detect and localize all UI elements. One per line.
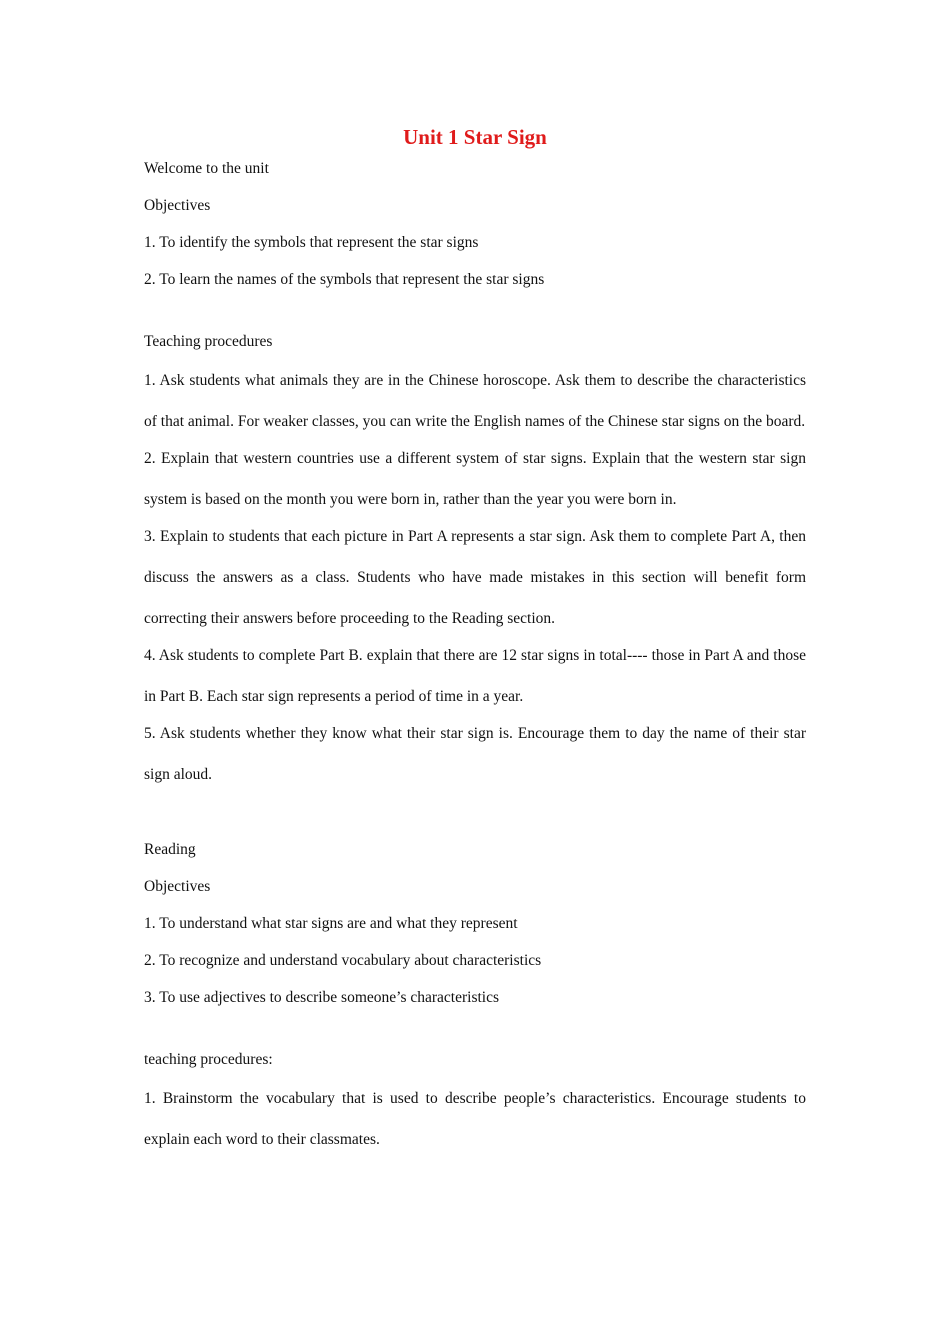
welcome-procedure-1: 1. Ask students what animals they are in the Chinese horoscope. Ask them to describe the characteristics of that animal. For weaker classes, you can write the English names of the Chinese star signs on the board. (144, 372, 806, 430)
reading-objectives-heading: Objectives (144, 878, 211, 895)
welcome-objectives-heading: Objectives (144, 197, 211, 214)
reading-objective-3: 3. To use adjectives to describe someone’s characteristics (144, 989, 500, 1006)
reading-objective-1: 1. To understand what star signs are and what they represent (144, 915, 518, 932)
reading-objective-2: 2. To recognize and understand vocabulary about characteristics (144, 952, 542, 969)
welcome-procedure-5: 5. Ask students whether they know what their star sign is. Encourage them to day the name of their star sign aloud. (144, 725, 806, 783)
welcome-procedures-heading: Teaching procedures (144, 333, 273, 350)
welcome-procedure-3: 3. Explain to students that each picture in Part A represents a star sign. Ask them to complete Part A, then discuss the answers as a class. Students who have made mistakes in this section will benefit form correcting their answers before proceeding to the Reading section. (144, 528, 806, 627)
welcome-heading: Welcome to the unit (144, 160, 269, 177)
spacer (144, 1018, 806, 1043)
reading-procedures-heading: teaching procedures: (144, 1051, 273, 1068)
welcome-procedure-2: 2. Explain that western countries use a different system of star signs. Explain that the western star sign system is based on the month you were born in, rather than the year you were born in. (144, 450, 806, 508)
document-body (144, 122, 806, 1156)
welcome-objective-1: 1. To identify the symbols that represent the star signs (144, 234, 479, 251)
welcome-procedure-4: 4. Ask students to complete Part B. explain that there are 12 star signs in total---- those in Part A and those in Part B. Each star sign represents a period of time in a year. (144, 647, 806, 705)
reading-heading: Reading (144, 841, 196, 858)
page-title: Unit 1 Star Sign (403, 125, 547, 149)
welcome-objective-2: 2. To learn the names of the symbols that represent the star signs (144, 271, 545, 288)
spacer (144, 791, 806, 833)
reading-procedure-1: 1. Brainstorm the vocabulary that is used to describe people’s characteristics. Encourage students to explain each word to their classmates. (144, 1090, 806, 1148)
spacer (144, 300, 806, 325)
